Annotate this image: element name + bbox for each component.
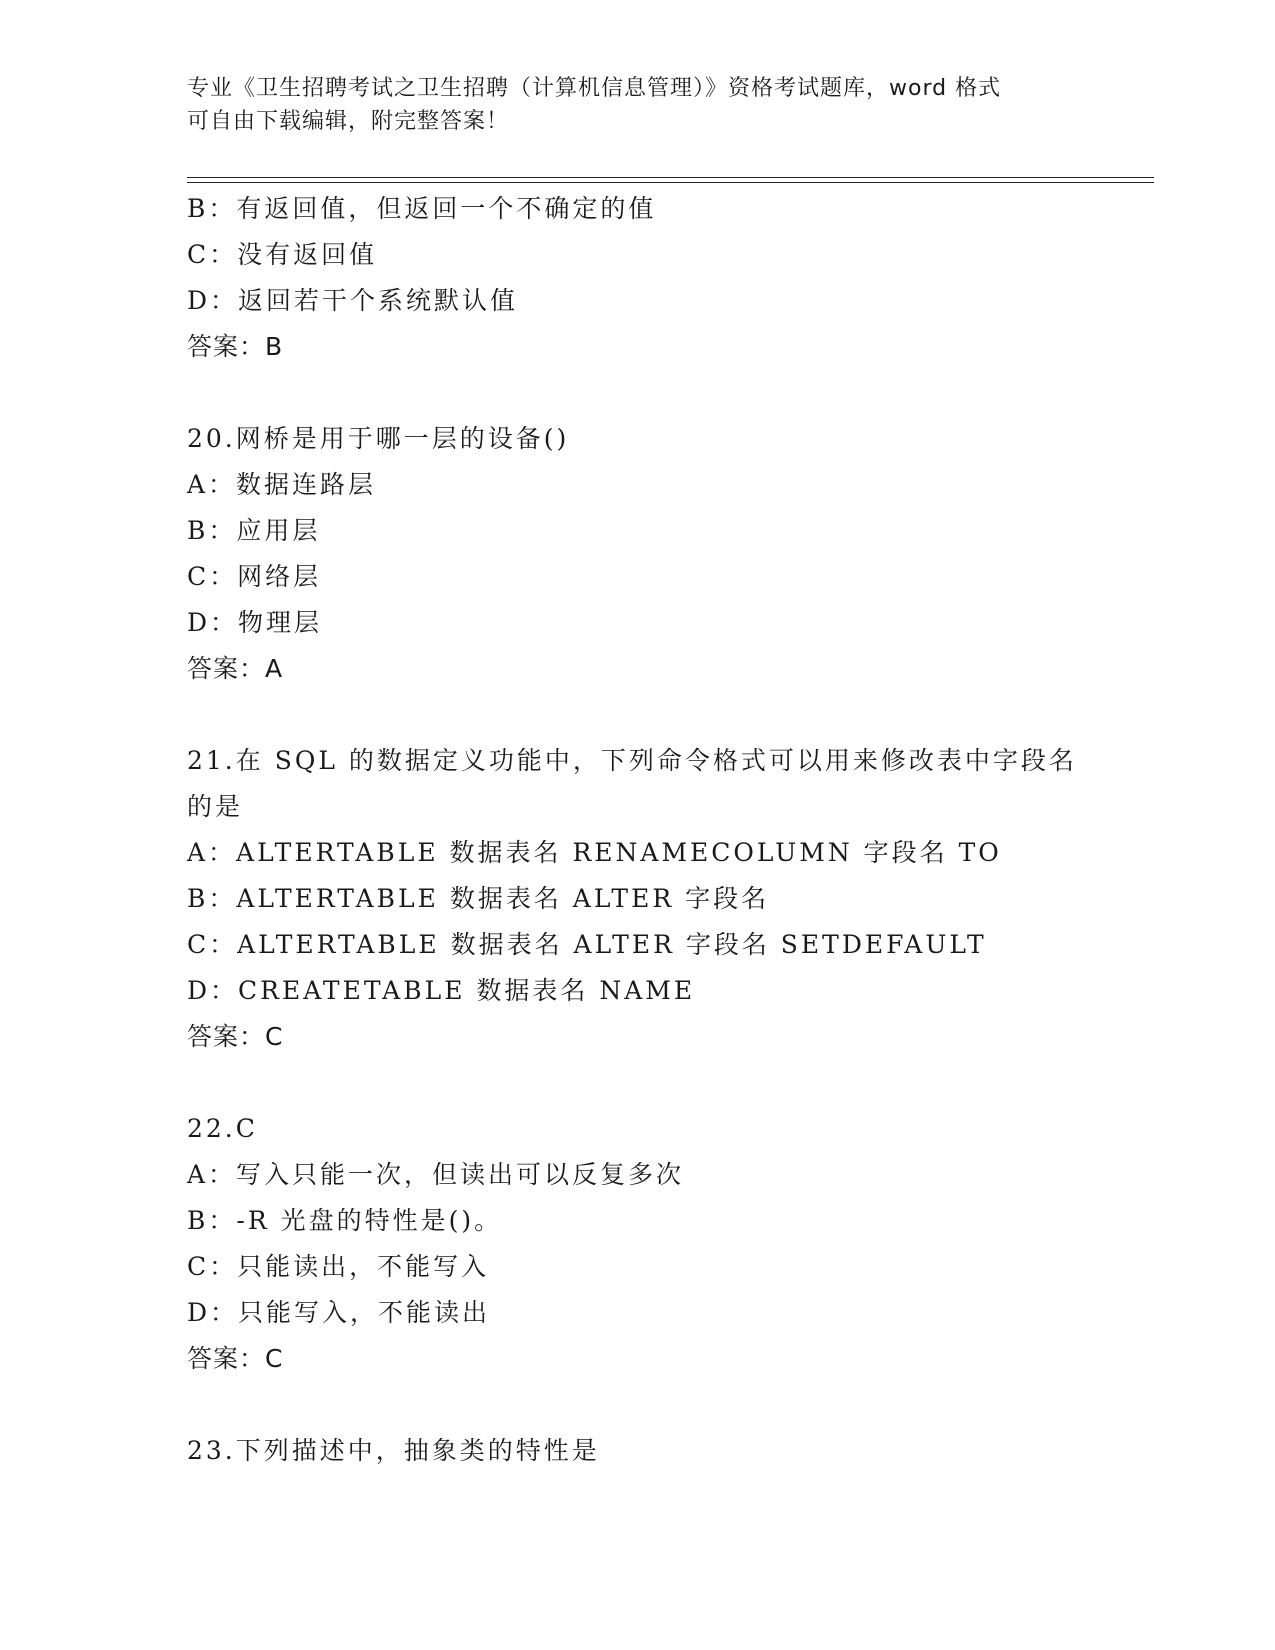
answer: 答案：C bbox=[187, 1022, 284, 1051]
question-list bbox=[187, 186, 1087, 1474]
option-d: D：CREATETABLE 数据表名 NAME bbox=[187, 976, 696, 1005]
spacer bbox=[187, 692, 1087, 738]
answer: 答案：C bbox=[187, 1344, 284, 1373]
question-20 bbox=[187, 416, 1087, 692]
option-c: C：只能读出，不能写入 bbox=[187, 1252, 490, 1281]
option-c: C：没有返回值 bbox=[187, 240, 378, 269]
question-stem: 23.下列描述中，抽象类的特性是 bbox=[187, 1436, 600, 1465]
option-a: A：ALTERTABLE 数据表名 RENAMECOLUMN 字段名 TO bbox=[187, 838, 1002, 867]
option-b: B：ALTERTABLE 数据表名 ALTER 字段名 bbox=[187, 884, 770, 913]
option-d: D：返回若干个系统默认值 bbox=[187, 286, 519, 315]
option-a: A：写入只能一次，但读出可以反复多次 bbox=[187, 1160, 685, 1189]
option-d: D：物理层 bbox=[187, 608, 323, 637]
answer: 答案：A bbox=[187, 654, 284, 683]
question-23 bbox=[187, 1428, 1087, 1474]
question-stem: 21.在 SQL 的数据定义功能中，下列命令格式可以用来修改表中字段名 bbox=[187, 746, 1077, 775]
option-d: D：只能写入，不能读出 bbox=[187, 1298, 491, 1327]
spacer bbox=[187, 370, 1087, 416]
option-b: B：有返回值，但返回一个不确定的值 bbox=[187, 194, 657, 223]
question-stem: 22.C bbox=[187, 1114, 258, 1143]
option-c: C：网络层 bbox=[187, 562, 322, 591]
option-b: B：-R 光盘的特性是()。 bbox=[187, 1206, 503, 1235]
option-b: B：应用层 bbox=[187, 516, 321, 545]
header-line-2: 可自由下载编辑，附完整答案！ bbox=[187, 109, 510, 134]
question-stem: 20.网桥是用于哪一层的设备() bbox=[187, 424, 570, 453]
question-stem-continued: 的是 bbox=[187, 792, 244, 821]
question-19-partial bbox=[187, 186, 1087, 370]
header-divider-top bbox=[187, 177, 1154, 178]
spacer bbox=[187, 1382, 1087, 1428]
answer: 答案：B bbox=[187, 332, 284, 361]
option-c: C：ALTERTABLE 数据表名 ALTER 字段名 SETDEFAULT bbox=[187, 930, 987, 959]
option-a: A：数据连路层 bbox=[187, 470, 377, 499]
header-line-1: 专业《卫生招聘考试之卫生招聘（计算机信息管理）》资格考试题库，word 格式 bbox=[187, 76, 1002, 101]
document-header bbox=[187, 72, 1067, 138]
question-21 bbox=[187, 738, 1087, 1060]
header-divider-bottom bbox=[187, 182, 1154, 183]
question-22 bbox=[187, 1106, 1087, 1382]
spacer bbox=[187, 1060, 1087, 1106]
